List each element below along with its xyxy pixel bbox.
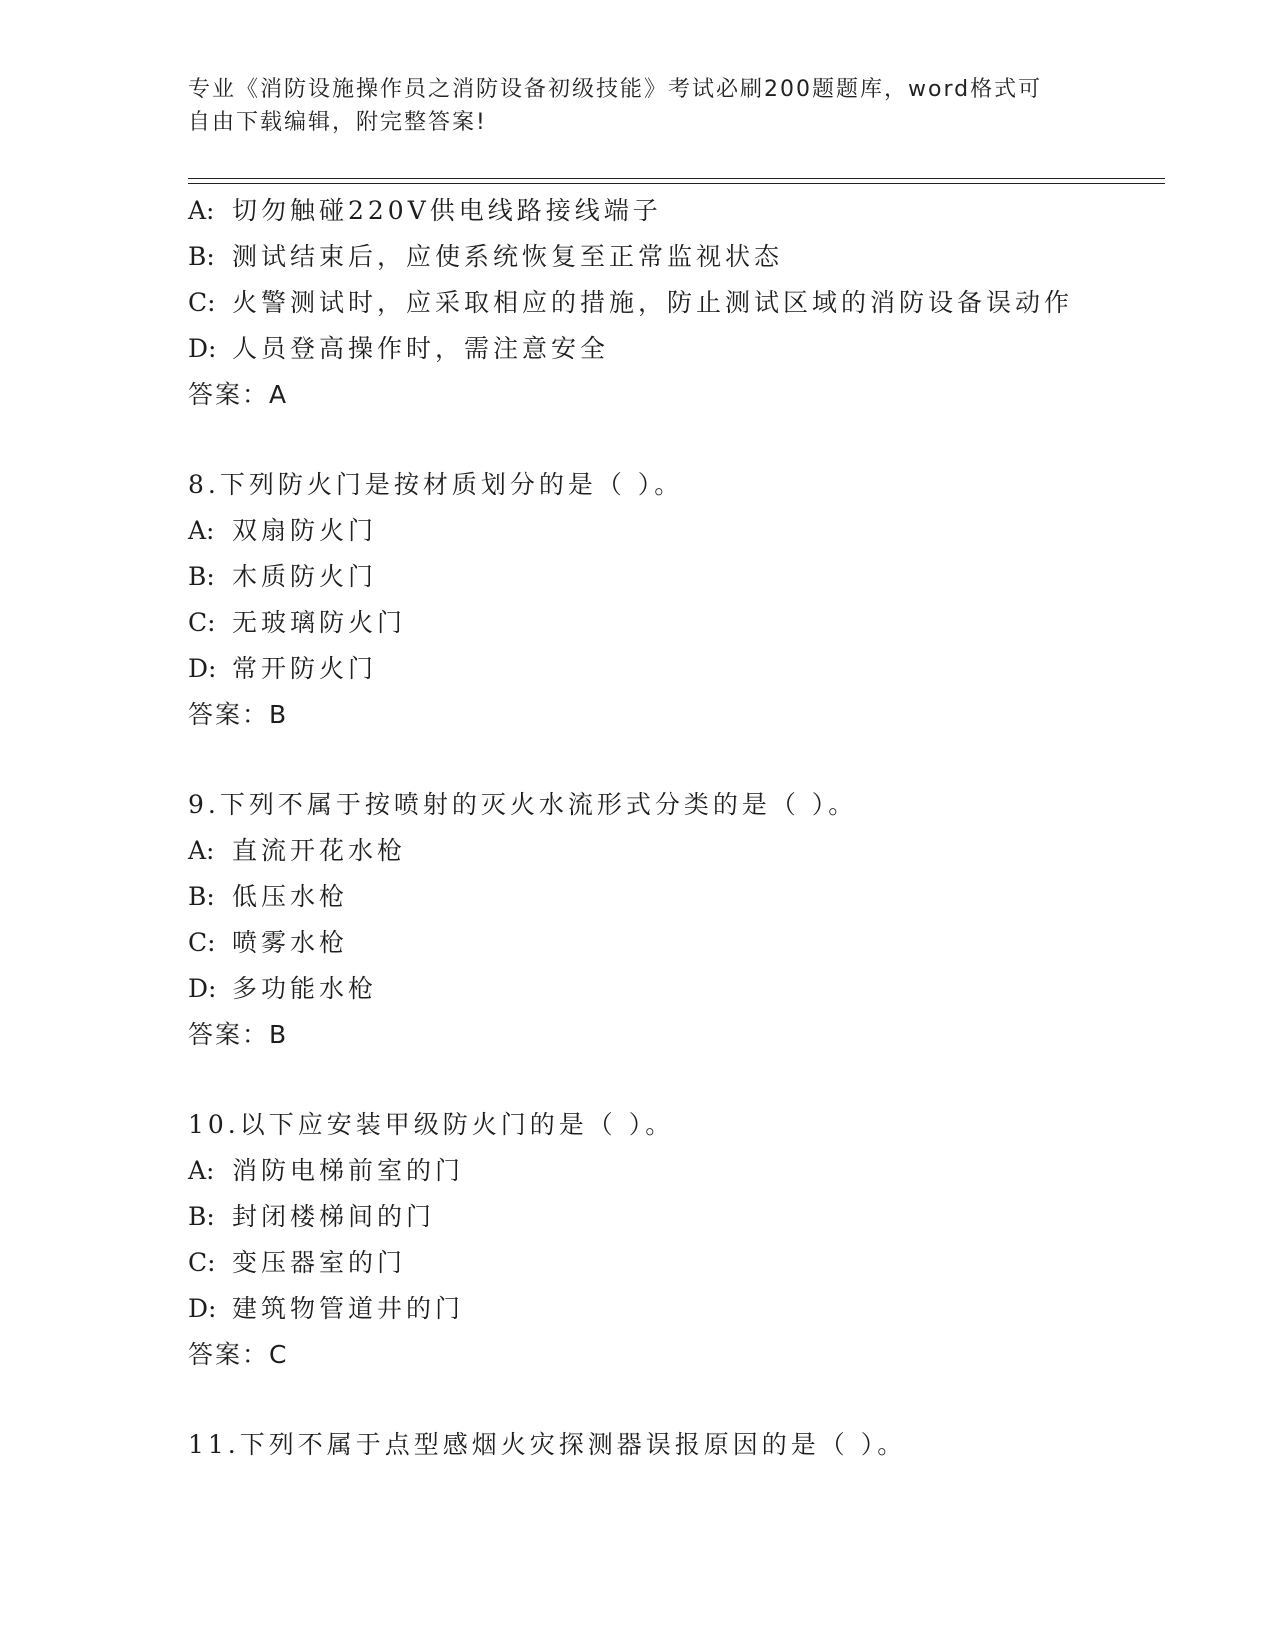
option-a: A: 切勿触碰220V供电线路接线端子 <box>188 196 662 225</box>
option-a: A: 双扇防火门 <box>188 516 378 545</box>
document-header <box>188 73 1068 139</box>
header-divider-bottom <box>188 183 1165 184</box>
question-7 <box>188 188 1168 418</box>
option-b: B: 低压水枪 <box>188 882 349 911</box>
answer: 答案：B <box>188 700 289 729</box>
option-d: D: 人员登高操作时，需注意安全 <box>188 334 610 363</box>
answer: 答案：A <box>188 380 289 409</box>
header-line-1: 专业《消防设施操作员之消防设备初级技能》考试必刷200题题库，word格式可 <box>188 77 1043 102</box>
option-d: D: 常开防火门 <box>188 654 378 683</box>
question-title: 11.下列不属于点型感烟火灾探测器误报原因的是（ ）。 <box>188 1430 907 1459</box>
option-c: C: 无玻璃防火门 <box>188 608 407 637</box>
option-d: D: 建筑物管道井的门 <box>188 1294 465 1323</box>
question-title: 9.下列不属于按喷射的灭火水流形式分类的是（ ）。 <box>188 790 858 819</box>
question-title: 10.以下应安装甲级防火门的是（ ）。 <box>188 1110 675 1139</box>
question-list <box>188 188 1168 1468</box>
option-a: A: 直流开花水枪 <box>188 836 407 865</box>
question-title: 8.下列防火门是按材质划分的是（ ）。 <box>188 470 684 499</box>
answer: 答案：B <box>188 1020 289 1049</box>
option-c: C: 火警测试时，应采取相应的措施，防止测试区域的消防设备误动作 <box>188 288 1074 317</box>
option-b: B: 木质防火门 <box>188 562 378 591</box>
header-divider-top <box>188 178 1165 179</box>
option-b: B: 封闭楼梯间的门 <box>188 1202 436 1231</box>
question-8 <box>188 462 1168 738</box>
option-d: D: 多功能水枪 <box>188 974 378 1003</box>
option-c: C: 变压器室的门 <box>188 1248 407 1277</box>
option-c: C: 喷雾水枪 <box>188 928 349 957</box>
answer: 答案：C <box>188 1340 289 1369</box>
question-10 <box>188 1102 1168 1378</box>
question-11 <box>188 1422 1168 1468</box>
question-9 <box>188 782 1168 1058</box>
header-line-2: 自由下载编辑，附完整答案! <box>188 110 487 135</box>
option-a: A: 消防电梯前室的门 <box>188 1156 465 1185</box>
option-b: B: 测试结束后，应使系统恢复至正常监视状态 <box>188 242 784 271</box>
